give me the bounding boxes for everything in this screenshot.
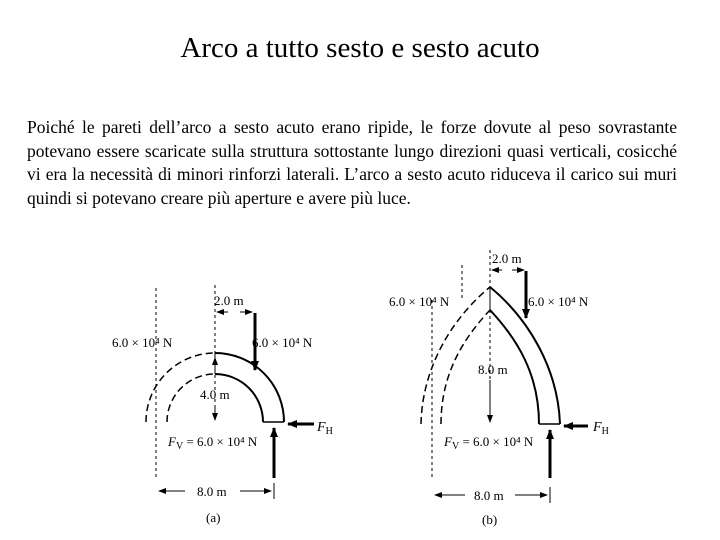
figure-a-horizontal-force: $F_H$ <box>317 420 333 437</box>
page-title: Arco a tutto sesto e sesto acuto <box>180 32 540 64</box>
figure-b-load-right: 6.0 × 10⁴ N <box>528 294 589 309</box>
figure-a-round-arch <box>112 285 333 525</box>
figure-a-vertical-force: $F_V = 6.0 \times 10^4$ N <box>168 434 258 452</box>
figure-b-height-label: 8.0 m <box>478 362 508 377</box>
figure-a-caption: (a) <box>206 510 221 525</box>
figure-b-vertical-force: $F_V = 6.0 \times 10^4$ N <box>444 434 534 452</box>
figure-a-span-label: 8.0 m <box>197 484 227 499</box>
figure-b-load-left: 6.0 × 10⁴ N <box>389 294 450 309</box>
figure-a-load-left: 6.0 × 10⁴ N <box>112 335 173 350</box>
figure-a-height-label: 4.0 m <box>200 387 230 402</box>
figure-b-caption: (b) <box>482 512 498 527</box>
figure-b-span-label: 8.0 m <box>474 488 504 503</box>
body-paragraph: Poiché le pareti dell’arco a sesto acuto erano ripide, le forze dovute al peso sovrastante potevano essere scaricate sulla struttura sottostante lungo direzioni quasi verticali, cosicché vi era la necessità di minori rinforzi laterali. L’arco a sesto acuto riduceva il carico sui muri quindi si potevano creare più aperture e avere più luce. <box>27 117 677 208</box>
figure-a-load-right: 6.0 × 10⁴ N <box>252 335 313 350</box>
figure-b-horizontal-force: $F_H$ <box>593 420 609 437</box>
figure-b-pointed-arch <box>389 250 609 527</box>
figure-a-offset-label: 2.0 m <box>214 293 244 308</box>
figure-b-offset-label: 2.0 m <box>492 251 522 266</box>
